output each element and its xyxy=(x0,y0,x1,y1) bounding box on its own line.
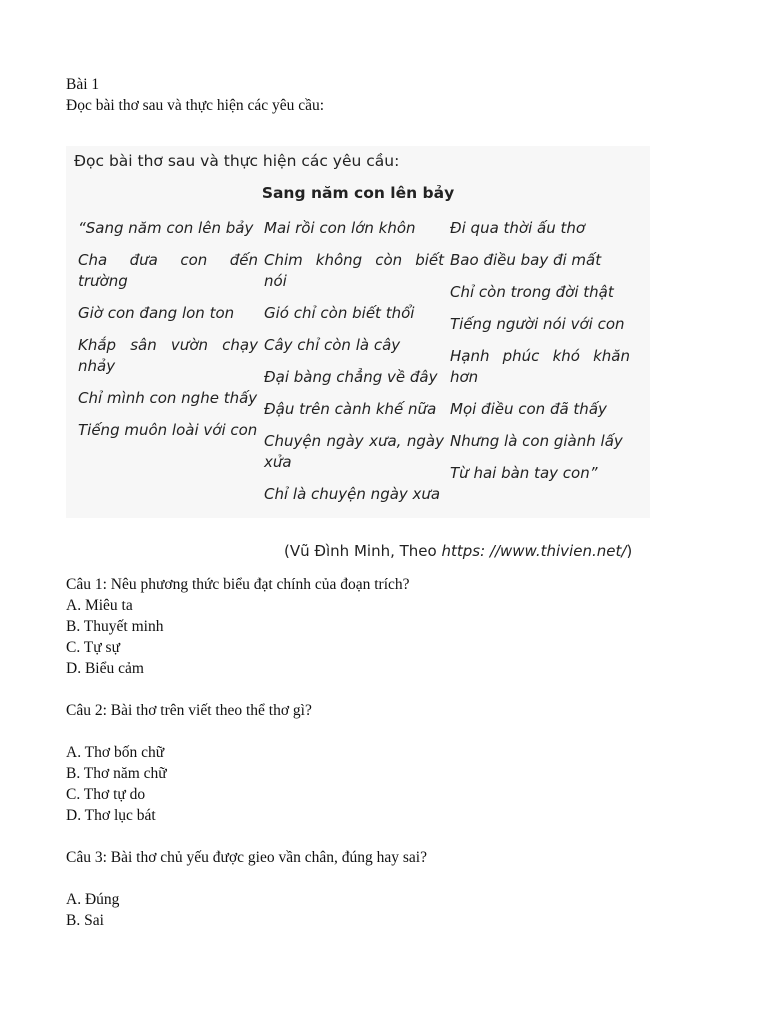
lesson-instruction: Đọc bài thơ sau và thực hiện các yêu cầu: xyxy=(66,97,325,114)
document-header xyxy=(66,74,706,116)
question-text: Câu 1: Nêu phương thức biểu đạt chính của đoạn trích? xyxy=(66,576,410,593)
verse-line: Đậu trên cành khế nữa xyxy=(264,400,437,418)
verse-line: Chuyện ngày xưa, ngày xửa xyxy=(264,432,444,471)
poem-heading: Đọc bài thơ sau và thực hiện các yêu cầu: xyxy=(74,152,400,170)
source-suffix: ) xyxy=(626,542,633,560)
poem-image xyxy=(66,146,650,518)
answer-option: A. Đúng xyxy=(66,891,120,908)
verse-line: Đi qua thời ấu thơ xyxy=(450,219,586,237)
answer-option: B. Sai xyxy=(66,912,104,929)
answer-option: B. Thuyết minh xyxy=(66,618,164,635)
verse-line: Cha đưa con đến trường xyxy=(78,251,258,290)
poem-source xyxy=(284,542,632,560)
verse-line: Chỉ còn trong đời thật xyxy=(450,283,614,301)
verse-line: Hạnh phúc khó khăn hơn xyxy=(450,347,630,386)
verse-line: Bao điều bay đi mất xyxy=(450,251,602,269)
answer-option: A. Thơ bốn chữ xyxy=(66,744,165,761)
question-2 xyxy=(66,700,706,826)
answer-option: B. Thơ năm chữ xyxy=(66,765,167,782)
verse-line: “Sang năm con lên bảy xyxy=(78,219,254,237)
verse-line: Chỉ là chuyện ngày xưa xyxy=(264,485,441,503)
answer-option: A. Miêu ta xyxy=(66,597,133,614)
verse-line: Cây chỉ còn là cây xyxy=(264,336,401,354)
answer-option: C. Thơ tự do xyxy=(66,786,146,803)
answer-option: D. Thơ lục bát xyxy=(66,807,156,824)
question-text: Câu 3: Bài thơ chủ yếu được gieo vần chân, đúng hay sai? xyxy=(66,849,427,866)
answer-option: C. Tự sự xyxy=(66,639,120,656)
verse-line: Nhưng là con giành lấy xyxy=(450,432,623,450)
spacer xyxy=(66,826,706,847)
verse-line: Chim không còn biết nói xyxy=(264,251,444,290)
poem-column-3 xyxy=(450,218,630,495)
verse-line: Mai rồi con lớn khôn xyxy=(264,219,416,237)
poem-title: Sang năm con lên bảy xyxy=(261,184,455,202)
spacer xyxy=(66,679,706,700)
poem-column-1 xyxy=(78,218,258,452)
lesson-title: Bài 1 xyxy=(66,76,100,93)
poem-column-2 xyxy=(264,218,444,516)
answer-option: D. Biểu cảm xyxy=(66,660,144,677)
verse-line: Tiếng người nói với con xyxy=(450,315,625,333)
verse-line: Đại bàng chẳng về đây xyxy=(264,368,438,386)
verse-line: Khắp sân vườn chạy nhảy xyxy=(78,336,258,375)
verse-line: Tiếng muôn loài với con xyxy=(78,421,258,439)
spacer xyxy=(66,721,706,742)
spacer xyxy=(66,868,706,889)
verse-line: Chỉ mình con nghe thấy xyxy=(78,389,258,407)
verse-line: Mọi điều con đã thấy xyxy=(450,400,607,418)
verse-line: Giờ con đang lon ton xyxy=(78,304,235,322)
source-url: https: //www.thivien.net/ xyxy=(441,542,627,560)
question-1 xyxy=(66,574,706,679)
question-list xyxy=(66,574,706,931)
verse-line: Gió chỉ còn biết thổi xyxy=(264,304,415,322)
question-3 xyxy=(66,847,706,931)
verse-line: Từ hai bàn tay con” xyxy=(450,464,598,482)
question-text: Câu 2: Bài thơ trên viết theo thể thơ gì? xyxy=(66,702,312,719)
source-prefix: (Vũ Đình Minh, Theo xyxy=(284,542,442,560)
